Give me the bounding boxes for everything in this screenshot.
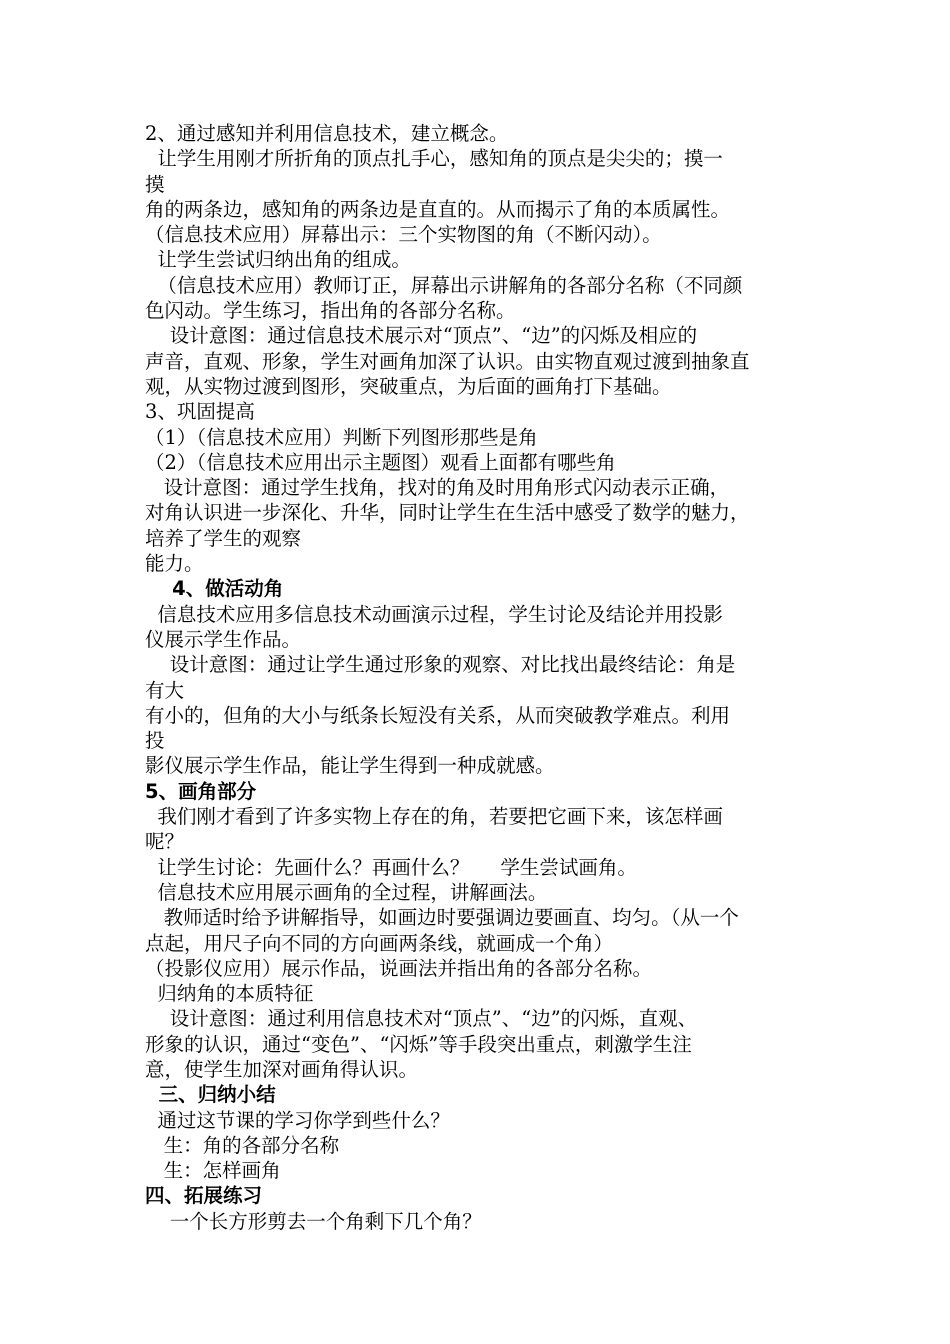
text-line: 摸 <box>145 172 165 196</box>
text-line: 一个长方形剪去一个角剩下几个角？ <box>145 1209 482 1233</box>
text-line: 3、巩固提高 <box>145 400 255 424</box>
text-line: （信息技术应用）屏幕出示：三个实物图的角（不断闪动）。 <box>145 223 662 247</box>
text-line: 归纳角的本质特征 <box>145 982 314 1006</box>
text-line: 信息技术应用多信息技术动画演示过程，学生讨论及结论并用投影 <box>145 602 723 626</box>
text-line: 能力。 <box>145 552 204 576</box>
text-line: 教师适时给予讲解指导，如画边时要强调边要画直、均匀。（从一个 <box>145 906 739 930</box>
text-line: 让学生用刚才所折角的顶点扎手心，感知角的顶点是尖尖的；摸一 <box>145 147 723 171</box>
text-line: 2、通过感知并利用信息技术，建立概念。 <box>145 122 509 145</box>
text-line: 投 <box>145 729 165 753</box>
text-line: 对角认识进一步深化、升华，同时让学生在生活中感受了数学的魅力， <box>145 501 750 525</box>
text-line: 通过这节课的学习你学到些什么？ <box>145 1108 450 1132</box>
text-line: 有小的，但角的大小与纸条长短没有关系，从而突破教学难点。利用 <box>145 703 731 727</box>
text-line: 仪展示学生作品。 <box>145 627 302 651</box>
section-heading-line: 四、拓展练习 <box>145 1184 263 1208</box>
text-line: 点起，用尺子向不同的方向画两条线，就画成一个角） <box>145 931 614 955</box>
document-body <box>145 121 825 1234</box>
text-line: （投影仪应用）展示作品，说画法并指出角的各部分名称。 <box>145 956 653 980</box>
text-line: 信息技术应用展示画角的全过程，讲解画法。 <box>145 880 548 904</box>
text-line: 培养了学生的观察 <box>145 526 302 550</box>
section-heading-line: 三、归纳小结 <box>145 1083 276 1107</box>
text-line: 呢？ <box>145 830 185 854</box>
text-line: 生：角的各部分名称 <box>145 1133 340 1157</box>
text-line: 设计意图：通过信息技术展示对“顶点”、“边”的闪烁及相应的 <box>145 324 698 348</box>
text-line: 形象的认识，通过“变色”、“闪烁”等手段突出重点，刺激学生注 <box>145 1032 692 1056</box>
text-line: 我们刚才看到了许多实物上存在的角，若要把它画下来，该怎样画 <box>145 805 723 829</box>
text-line: 声音，直观、形象，学生对画角加深了认识。由实物直观过渡到抽象直 <box>145 349 750 373</box>
text-line: 有大 <box>145 678 185 702</box>
text-line: 让学生尝试归纳出角的组成。 <box>145 248 411 272</box>
text-line: 设计意图：通过利用信息技术对“顶点”、“边”的闪烁，直观、 <box>145 1007 698 1031</box>
text-line: （2）（信息技术应用出示主题图）观看上面都有哪些角 <box>145 450 616 474</box>
text-line: 观，从实物过渡到图形，突破重点，为后面的画角打下基础。 <box>145 374 672 398</box>
text-line: （1）（信息技术应用）判断下列图形那些是角 <box>145 425 538 449</box>
text-line: 设计意图：通过让学生通过形象的观察、对比找出最终结论：角是 <box>145 653 736 677</box>
text-line: 角的两条边，感知角的两条边是直直的。从而揭示了角的本质属性。 <box>145 197 731 221</box>
text-line: 影仪展示学生作品，能让学生得到一种成就感。 <box>145 754 555 778</box>
section-heading-line: 5、画角部分 <box>145 779 257 803</box>
text-line: 设计意图：通过学生找角，找对的角及时用角形式闪动表示正确， <box>145 476 730 500</box>
text-line: （信息技术应用）教师订正，屏幕出示讲解角的各部分名称（不同颜 <box>145 273 743 297</box>
text-line: 生：怎样画角 <box>145 1159 281 1183</box>
text-line: 让学生讨论：先画什么？再画什么？ 学生尝试画角。 <box>145 855 637 879</box>
text-line: 色闪动。学生练习，指出角的各部分名称。 <box>145 299 516 323</box>
text-line: 意，使学生加深对画角得认识。 <box>145 1057 419 1081</box>
section-heading-line: 4、做活动角 <box>145 577 284 601</box>
